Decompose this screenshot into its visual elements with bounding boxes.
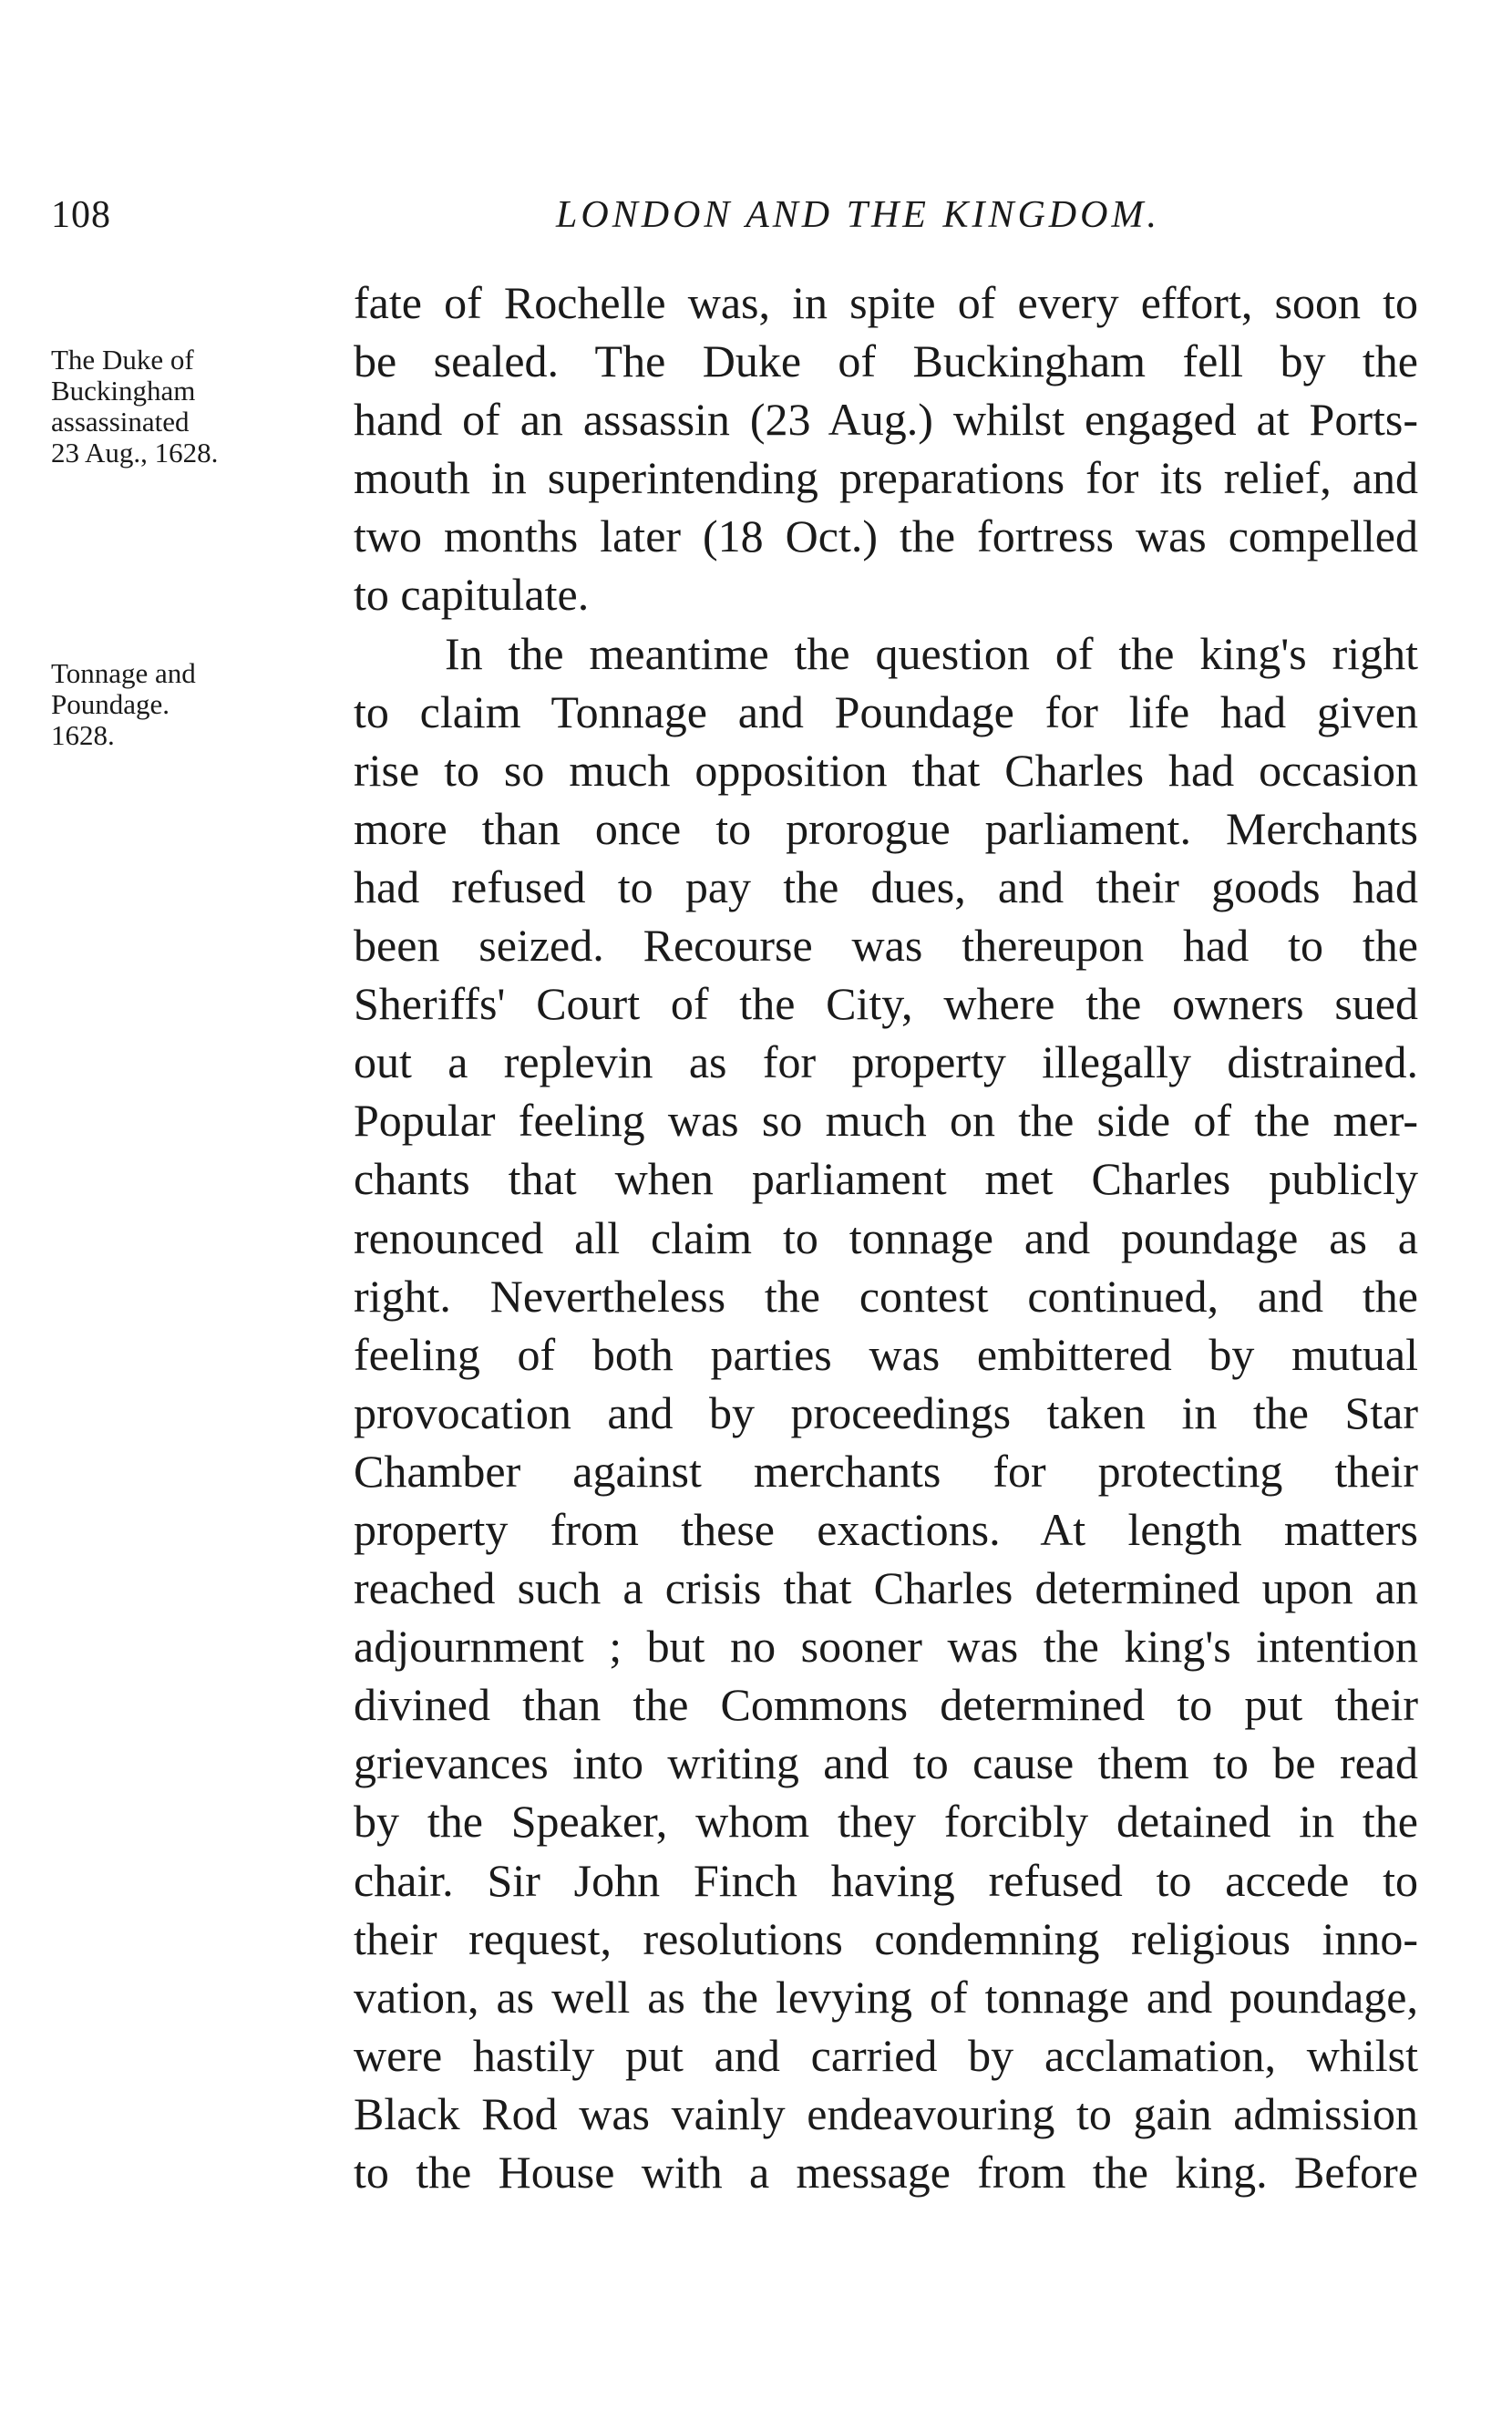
text-line: Sheriffs' Court of the City, where the owners sued [354, 978, 1418, 1030]
text-line: Black Rod was vainly endeavouring to gain admission [354, 2087, 1418, 2139]
text-line: their request, resolutions condemning religious inno- [354, 1912, 1418, 1964]
text-line: divined than the Commons determined to put their [354, 1679, 1418, 1731]
text-line: property from these exactions. At length matters [354, 1503, 1418, 1555]
text-line: chants that when parliament met Charles publicly [354, 1153, 1418, 1205]
text-line: hand of an assassin (23 Aug.) whilst engaged at Ports- [354, 394, 1418, 446]
text-line: out a replevin as for property illegally distrained. [354, 1036, 1418, 1088]
text-line: by the Speaker, whom they forcibly detained in the [354, 1796, 1418, 1848]
sidenote-line: 23 Aug., 1628. [51, 437, 219, 469]
sidenote-line: Tonnage and [51, 657, 196, 689]
sidenote-line: assassinated [51, 406, 190, 438]
text-line: renounced all claim to tonnage and poundage as a [354, 1211, 1418, 1263]
text-line: chair. Sir John Finch having refused to accede to [354, 1854, 1418, 1906]
text-line: vation, as well as the levying of tonnage and poundage, [354, 1971, 1418, 2023]
text-line: Popular feeling was so much on the side of the mer- [354, 1095, 1418, 1147]
text-line: feeling of both parties was embittered by mutual [354, 1328, 1418, 1380]
text-line: In the meantime the question of the king's right [445, 627, 1418, 679]
text-line: were hastily put and carried by acclamation, whilst [354, 2029, 1418, 2081]
text-line: more than once to prorogue parliament. Merchants [354, 802, 1418, 854]
text-line: to claim Tonnage and Poundage for life had given [354, 685, 1418, 737]
sidenote-line: 1628. [51, 719, 115, 751]
text-line: provocation and by proceedings taken in the Star [354, 1386, 1418, 1438]
sidenote-line: Buckingham [51, 375, 196, 407]
text-line: rise to so much opposition that Charles had occasion [354, 744, 1418, 796]
text-line: been seized. Recourse was thereupon had to the [354, 920, 1418, 972]
text-line: mouth in superintending preparations for its relief, and [354, 452, 1418, 504]
body-text [354, 273, 1418, 2201]
text-line: had refused to pay the dues, and their goods had [354, 860, 1418, 912]
text-line: Chamber against merchants for protecting their [354, 1445, 1418, 1497]
sidenote-line: Poundage. [51, 688, 170, 720]
text-line: two months later (18 Oct.) the fortress was compelled [354, 510, 1418, 562]
text-line: grievances into writing and to cause them to be read [354, 1737, 1418, 1789]
sidenote-line: The Duke of [51, 344, 194, 376]
page-number: 108 [51, 194, 111, 236]
text-line: be sealed. The Duke of Buckingham fell by the [354, 335, 1418, 387]
sidenote-tonnage [51, 658, 196, 751]
sidenote-buckingham [51, 345, 218, 469]
text-line: reached such a crisis that Charles determined upon an [354, 1562, 1418, 1614]
text-line: right. Nevertheless the contest continued, and the [354, 1270, 1418, 1322]
text-line: fate of Rochelle was, in spite of every effort, soon to [354, 277, 1418, 328]
text-line: to capitulate. [354, 569, 590, 621]
text-line: to the House with a message from the king. Before [354, 2147, 1418, 2198]
running-title: LONDON AND THE KINGDOM. [556, 194, 1160, 236]
text-line: adjournment ; but no sooner was the king's intention [354, 1621, 1418, 1673]
